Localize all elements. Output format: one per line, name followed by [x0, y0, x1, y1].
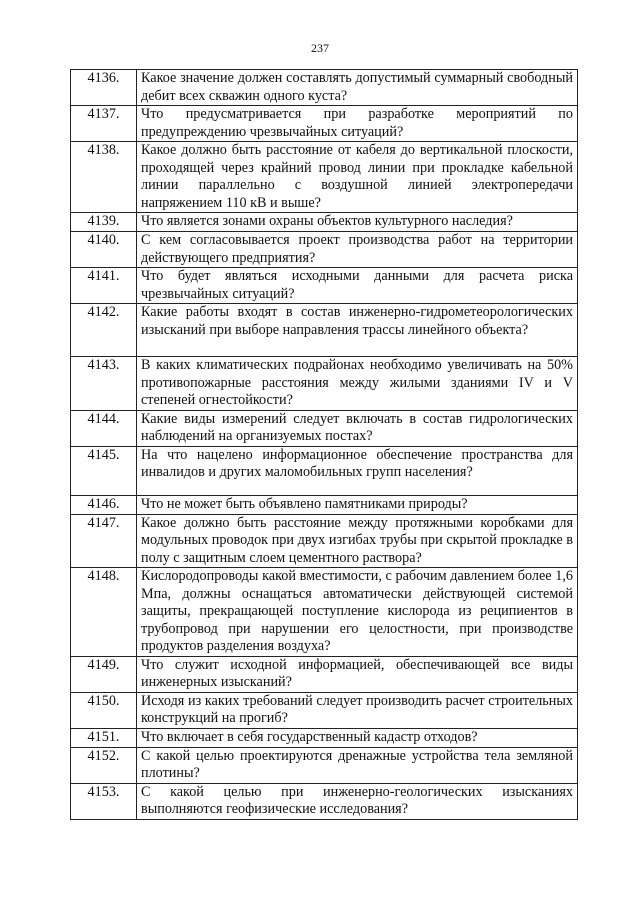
question-number: 4142.: [71, 304, 137, 357]
question-number: 4153.: [71, 783, 137, 819]
table-row: [71, 142, 578, 213]
question-number: 4148.: [71, 568, 137, 657]
table-row: [71, 692, 578, 728]
table-row: [71, 106, 578, 142]
question-text: Что включает в себя государственный кадастр отходов?: [137, 728, 578, 747]
table-row: [71, 232, 578, 268]
question-text: Кислородопроводы какой вместимости, с рабочим давлением более 1,6 Мпа, должны оснащаться автоматически действующей системой защиты, прекращающей поступление кислорода из реципиентов в трубопровод при нарушении его целостности, при производстве продуктов разделения воздуха?: [137, 568, 578, 657]
table-row: [71, 495, 578, 514]
question-number: 4151.: [71, 728, 137, 747]
question-number: 4140.: [71, 232, 137, 268]
question-number: 4146.: [71, 495, 137, 514]
question-text: С кем согласовывается проект производства работ на территории действующего предприятия?: [137, 232, 578, 268]
page-number: 237: [311, 41, 329, 55]
table-row: [71, 783, 578, 819]
table-row: [71, 446, 578, 495]
table-row: [71, 728, 578, 747]
table-row: [71, 568, 578, 657]
question-number: 4138.: [71, 142, 137, 213]
question-number: 4145.: [71, 446, 137, 495]
question-number: 4139.: [71, 213, 137, 232]
table-row: [71, 357, 578, 411]
question-text: Какое должно быть расстояние между протяжными коробками для модульных проводок при двух изгибах трубы при скрытой прокладке в полу с защитным слоем цементного раствора?: [137, 514, 578, 568]
table-row: [71, 410, 578, 446]
question-number: 4141.: [71, 268, 137, 304]
question-text: Что является зонами охраны объектов культурного наследия?: [137, 213, 578, 232]
question-text: Какие работы входят в состав инженерно-гидрометеорологических изысканий при выборе направления трассы линейного объекта?: [137, 304, 578, 357]
questions-table: [70, 69, 578, 820]
table-row: [71, 747, 578, 783]
question-text: Что будет являться исходными данными для расчета риска чрезвычайных ситуаций?: [137, 268, 578, 304]
question-text: Какие виды измерений следует включать в состав гидрологических наблюдений на организуемых постах?: [137, 410, 578, 446]
question-number: 4149.: [71, 656, 137, 692]
question-number: 4137.: [71, 106, 137, 142]
table-row: [71, 213, 578, 232]
question-number: 4136.: [71, 70, 137, 106]
question-text: Исходя из каких требований следует производить расчет строительных конструкций на прогиб?: [137, 692, 578, 728]
question-number: 4152.: [71, 747, 137, 783]
table-row: [71, 656, 578, 692]
question-text: В каких климатических подрайонах необходимо увеличивать на 50% противопожарные расстояния между жилыми зданиями IV и V степеней огнестойкости?: [137, 357, 578, 411]
question-text: Что служит исходной информацией, обеспечивающей все виды инженерных изысканий?: [137, 656, 578, 692]
question-number: 4143.: [71, 357, 137, 411]
question-text: С какой целью проектируются дренажные устройства тела земляной плотины?: [137, 747, 578, 783]
question-text: С какой целью при инженерно-геологических изысканиях выполняются геофизические исследования?: [137, 783, 578, 819]
table-row: [71, 268, 578, 304]
question-text: Какое значение должен составлять допустимый суммарный свободный дебит всех скважин одного куста?: [137, 70, 578, 106]
question-number: 4144.: [71, 410, 137, 446]
question-text: Какое должно быть расстояние от кабеля до вертикальной плоскости, проходящей через крайний провод линии при прокладке кабельной линии параллельно с воздушной линией электропередачи напряжением 110 кВ и выше?: [137, 142, 578, 213]
question-number: 4150.: [71, 692, 137, 728]
question-text: На что нацелено информационное обеспечение пространства для инвалидов и других маломобильных групп населения?: [137, 446, 578, 495]
question-number: 4147.: [71, 514, 137, 568]
table-row: [71, 514, 578, 568]
question-text: Что не может быть объявлено памятниками природы?: [137, 495, 578, 514]
question-text: Что предусматривается при разработке мероприятий по предупреждению чрезвычайных ситуаций?: [137, 106, 578, 142]
table-row: [71, 304, 578, 357]
table-row: [71, 70, 578, 106]
